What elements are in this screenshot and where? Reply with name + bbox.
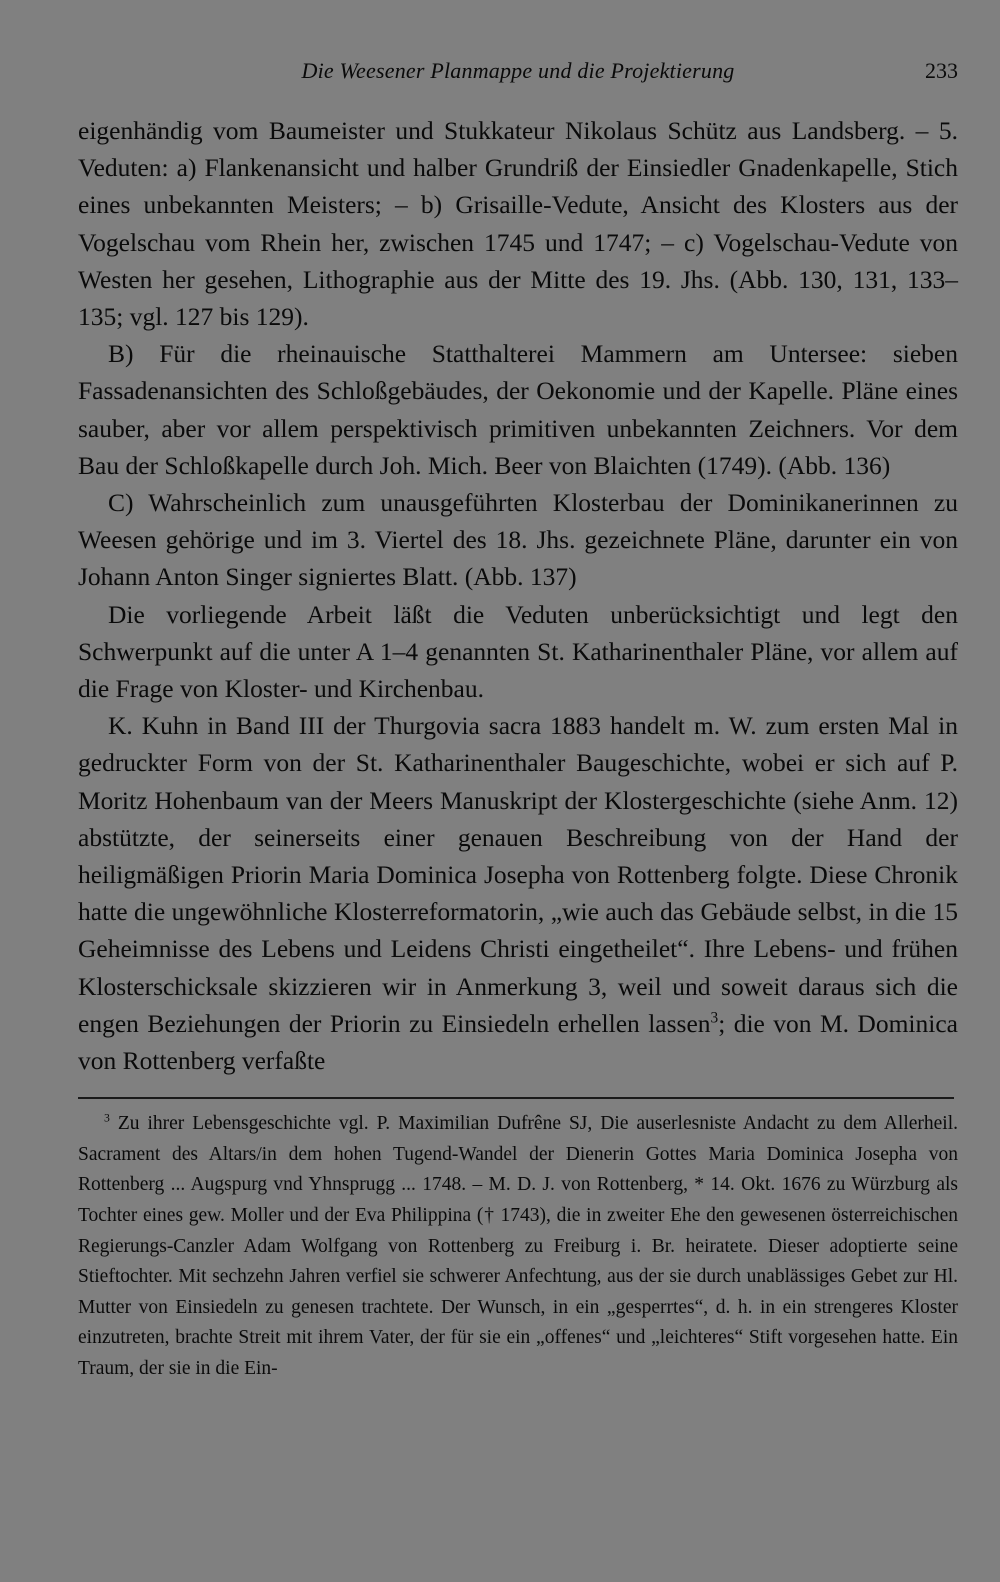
page-number: 233 bbox=[925, 58, 958, 83]
footnote-divider bbox=[78, 1097, 954, 1099]
footnote-3 bbox=[78, 1109, 958, 1384]
footnote-text: Zu ihrer Lebensgeschichte vgl. P. Maximilian Dufrêne SJ, Die auserlesniste Andacht zu dem Allerheil. Sacrament des Altars/in dem hohen Tugend-Wandel der Dienerin Gottes Maria Dominica Josepha von Rottenberg ... Augspurg vnd Yhnsprugg ... 1748. – M. D. J. von Rottenberg, * 14. Okt. 1676 zu Würzburg als Tochter eines gew. Moller und der Eva Philippina († 1743), die in zweiter Ehe den gewesenen österreichischen Regierungs-Canzler Adam Wolfgang von Rottenberg zu Freiburg i. Br. heiratete. Dieser adoptierte seine Stieftochter. Mit sechzehn Jahren verfiel sie schwerer Anfechtung, aus der sie durch unablässiges Gebet zur Hl. Mutter von Einsiedeln zu genesen trachtete. Der Wunsch, in ein „gesperrtes“, d. h. in ein strengeres Kloster einzutreten, brachte Streit mit ihrem Vater, der für sie ein „offenes“ und „leichteres“ Stift vorgesehen hatte. Ein Traum, der sie in die Ein- bbox=[78, 1113, 958, 1380]
paragraph-1: eigenhändig vom Baumeister und Stukkateur Nikolaus Schütz aus Landsberg. – 5. Veduten: a) Flankenansicht und halber Grundriß der Einsiedler Gnadenkapelle, Stich eines unbekannten Meisters; – b) Grisaille-Vedute, Ansicht des Klosters aus der Vogelschau vom Rhein her, zwischen 1745 und 1747; – c) Vogelschau-Vedute von Westen her gesehen, Lithographie aus der Mitte des 19. Jhs. (Abb. 130, 131, 133–135; vgl. 127 bis 129). bbox=[78, 116, 958, 332]
paragraph-5-text: K. Kuhn in Band III der Thurgovia sacra 1883 handelt m. W. zum ersten Mal in gedruckter Form von der St. Katharinenthaler Baugeschichte, wobei er sich auf P. Moritz Hohenbaum van der Meers Manuskript der Klostergeschichte (siehe Anm. 12) abstützte, der seinerseits einer genauen Beschreibung von der Hand der heiligmäßigen Priorin Maria Dominica Josepha von Rottenberg folgte. Diese Chronik hatte die ungewöhnliche Klosterreformatorin, „wie auch das Gebäude selbst, in die 15 Geheimnisse des Lebens und Leidens Christi eingetheilet“. Ihre Lebens- und frühen Klosterschicksale skizzieren wir in Anmerkung 3, weil und soweit daraus sich die engen Beziehungen der Priorin zu Einsiedeln erhellen lassen bbox=[78, 711, 958, 1038]
running-title: Die Weesener Planmappe und die Projektierung bbox=[301, 58, 735, 83]
running-head bbox=[78, 54, 958, 94]
paragraph-4: Die vorliegende Arbeit läßt die Veduten unberücksichtigt und legt den Schwerpunkt auf die unter A 1–4 genannten St. Katharinenthaler Pläne, vor allem auf die Frage von Kloster- und Kirchenbau. bbox=[78, 599, 958, 704]
paragraph-5-continuation: ; die von M. Dominica von Rottenberg verfaßte bbox=[78, 1008, 958, 1076]
footnote-marker: 3 bbox=[104, 1111, 110, 1125]
paragraph-3: C) Wahrscheinlich zum unausgeführten Klosterbau der Dominikanerinnen zu Weesen gehörige und im 3. Viertel des 18. Jhs. gezeichnete Pläne, darunter ein von Johann Anton Singer signiertes Blatt. (Abb. 137) bbox=[78, 488, 958, 592]
footnotes bbox=[78, 1109, 958, 1384]
paragraph-2: B) Für die rheinauische Statthalterei Mammern am Untersee: sieben Fassadenansichten des Schloßgebäudes, der Oekonomie und der Kapelle. Pläne eines sauber, aber vor allem perspektivisch primitiven unbekannten Zeichners. Vor dem Bau der Schloßkapelle durch Joh. Mich. Beer von Blaichten (1749). (Abb. 136) bbox=[78, 339, 958, 480]
paragraph-5 bbox=[78, 707, 958, 1079]
body-text bbox=[78, 112, 958, 1079]
footnote-reference: 3 bbox=[710, 1009, 719, 1027]
book-page bbox=[78, 54, 958, 1385]
